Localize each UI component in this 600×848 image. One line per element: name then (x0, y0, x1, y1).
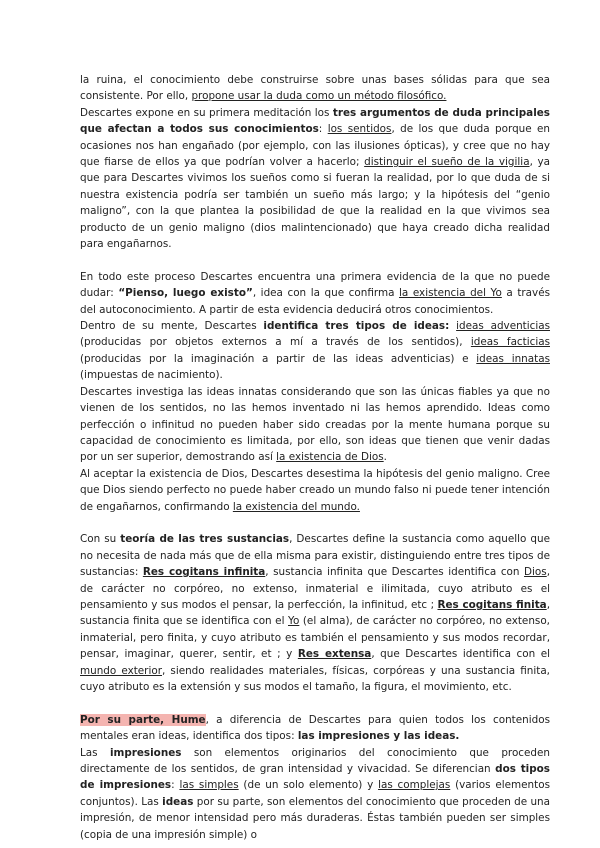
document-page (80, 72, 550, 843)
paragraph: Descartes investiga las ideas innatas considerando que son las únicas fiables ya que no vienen de los sentidos, no las hemos inventado ni las hemos aprendido. Ideas como perfección o infinitud no pueden haber sido creadas por la mente humana porque su capacidad de conocimiento es limitada, por ello, son ideas que tienen que venir dadas por un ser superior, demostrando así la existencia de Dios. (80, 385, 550, 464)
paragraph: Dentro de su mente, Descartes identifica tres tipos de ideas: ideas adventicias (producidas por objetos externos a mí a través de los sentidos), ideas facticias (producidas por la imaginación a partir de las ideas adventicias) e ideas innatas (impuestas de nacimiento). (80, 320, 551, 382)
paragraph: Con su teoría de las tres sustancias, Descartes define la sustancia como aquello que no necesita de nada más que de ella misma para existir, distinguiendo entre tres tipos de sustancias: Res cogitans infinita, sustancia infinita que Descartes identifica con Dios, de carácter no corpóreo, no extenso, inmaterial e ilimitada, cuyo atributo es el pensamiento y sus modos el pensar, la perfección, la infinitud, etc ; Res cogitans finita, sustancia finita que se identifica con el Yo (el alma), de carácter no corpóreo, no extenso, inmaterial, pero finita, y cuyo atributo es también el pensamiento y sus modos recordar, pensar, imaginar, querer, sentir, et ; y Res extensa, que Descartes identifica con el mundo exterior, siendo realidades materiales, físicas, corpóreas y una sustancia finita, cuyo atributo es la extensión y sus modos el tamaño, la figura, el movimiento, etc. (80, 533, 551, 693)
paragraph: Las impresiones son elementos originarios del conocimiento que proceden directamente de los sentidos, de gran intensidad y vivacidad. Se diferencian dos tipos de impresiones: las simples (de un solo elemento) y las complejas (varios elementos conjuntos). Las ideas por su parte, son elementos del conocimiento que proceden de una impresión, de menor intensidad pero más duraderas. Éstas también pueden ser simples (copia de una impresión simple) o (80, 746, 551, 841)
paragraph: Por su parte, Hume, a diferencia de Descartes para quien todos los contenidos mentales eran ideas, identifica dos tipos: las impresiones y las ideas. (80, 713, 550, 743)
paragraph: la ruina, el conocimiento debe construirse sobre unas bases sólidas para que sea consistente. Por ello, propone usar la duda como un método filosófico. (80, 74, 550, 103)
highlighted-heading: Por su parte, Hume (80, 713, 206, 726)
paragraph: Al aceptar la existencia de Dios, Descartes desestima la hipótesis del genio maligno. Cree que Dios siendo perfecto no puede haber creado un mundo falso ni puede tener intención de engañarnos, confirmando la existencia del mundo. (80, 467, 550, 513)
paragraph: En todo este proceso Descartes encuentra una primera evidencia de la que no puede dudar: “Pienso, luego existo”, idea con la que confirma la existencia del Yo a través del autoconocimiento. A partir de esta evidencia deducirá otros conocimientos. (80, 270, 551, 316)
paragraph: Descartes expone en su primera meditación los tres argumentos de duda principales que afectan a todos sus conocimientos: los sentidos, de los que duda porque en ocasiones nos han engañado (por ejemplo, con las ilusiones ópticas), y cree que no hay que fiarse de ellos ya que podrían volver a hacerlo; distinguir el sueño de la vigilia, ya que para Descartes vivimos los sueños como si fueran la realidad, por lo que duda de si nuestra existencia podría ser también un sueño más largo; y la hipótesis del “genio maligno”, con la que plantea la posibilidad de que la realidad en la que vivimos sea producto de un genio maligno (dios malintencionado) que haya creado dicha realidad para engañarnos. (80, 106, 551, 251)
